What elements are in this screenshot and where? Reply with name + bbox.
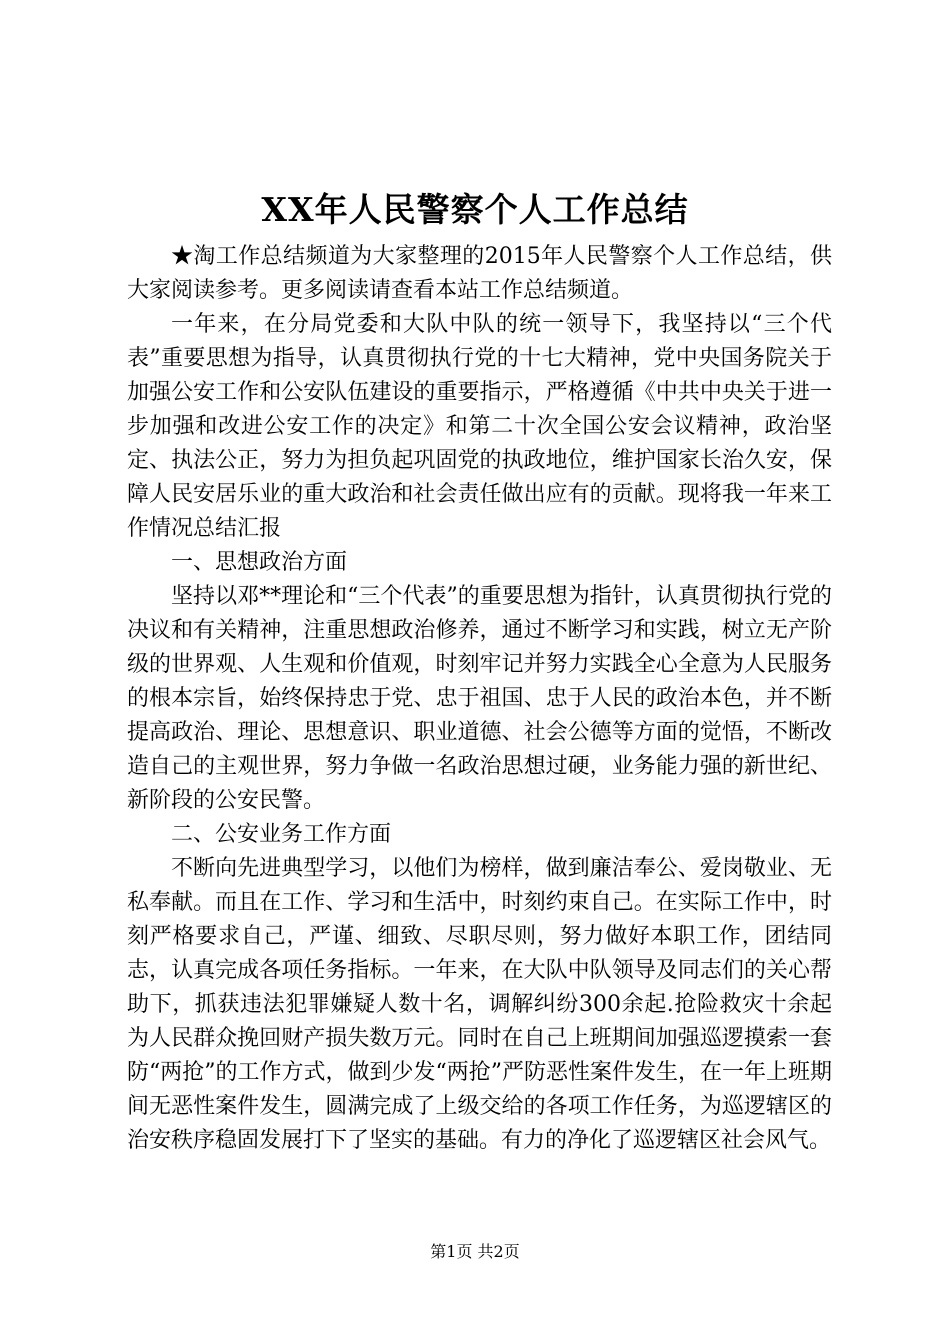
summary-paragraph: 一年来，在分局党委和大队中队的统一领导下，我坚持以“三个代表”重要思想为指导，认真贯彻执行党的十七大精神，党中央国务院关于加强公安工作和公安队伍建设的重要指示，严格遵循《中共中央关于进一步加强和改进公安工作的决定》和第二十次全国公安会议精神，政治坚定、执法公正，努力为担负起巩固党的执政地位，维护国家长治久安，保障人民安居乐业的重大政治和社会责任做出应有的贡献。现将我一年来工作情况总结汇报: [127, 312, 832, 541]
document-title: XX年人民警察个人工作总结: [261, 190, 689, 229]
political-paragraph: 坚持以邓**理论和“三个代表”的重要思想为指针，认真贯彻执行党的决议和有关精神，注重思想政治修养，通过不断学习和实践，树立无产阶级的世界观、人生观和价值观，时刻牢记并努力实践全心全意为人民服务的根本宗旨，始终保持忠于党、忠于祖国、忠于人民的政治本色，并不断提高政治、理论、思想意识、职业道德、社会公德等方面的觉悟，不断改造自己的主观世界，努力争做一名政治思想过硬，业务能力强的新世纪、新阶段的公安民警。: [127, 584, 832, 813]
page-footer: 第1页 共2页: [430, 1242, 520, 1261]
police-work-paragraph: 不断向先进典型学习，以他们为榜样，做到廉洁奉公、爱岗敬业、无私奉献。而且在工作、学习和生活中，时刻约束自己。在实际工作中，时刻严格要求自己，严谨、细致、尽职尽则，努力做好本职工作，团结同志，认真完成各项任务指标。一年来，在大队中队领导及同志们的关心帮助下，抓获违法犯罪嫌疑人数十名，调解纠纷300余起.抢险救灾十余起为人民群众挽回财产损失数万元。同时在自己上班期间加强巡逻摸索一套防“两抢”的工作方式，做到少发“两抢”严防恶性案件发生，在一年上班期间无恶性案件发生，圆满完成了上级交给的各项工作任务，为巡逻辖区的治安秩序稳固发展打下了坚实的基础。有力的净化了巡逻辖区社会风气。: [127, 856, 832, 1153]
section-heading-police-work: 二、公安业务工作方面: [171, 822, 392, 847]
section-heading-political: 一、思想政治方面: [171, 550, 348, 575]
document-body: [127, 240, 832, 1158]
intro-paragraph: ★淘工作总结频道为大家整理的2015年人民警察个人工作总结，供大家阅读参考。更多阅读请查看本站工作总结频道。: [127, 244, 832, 303]
